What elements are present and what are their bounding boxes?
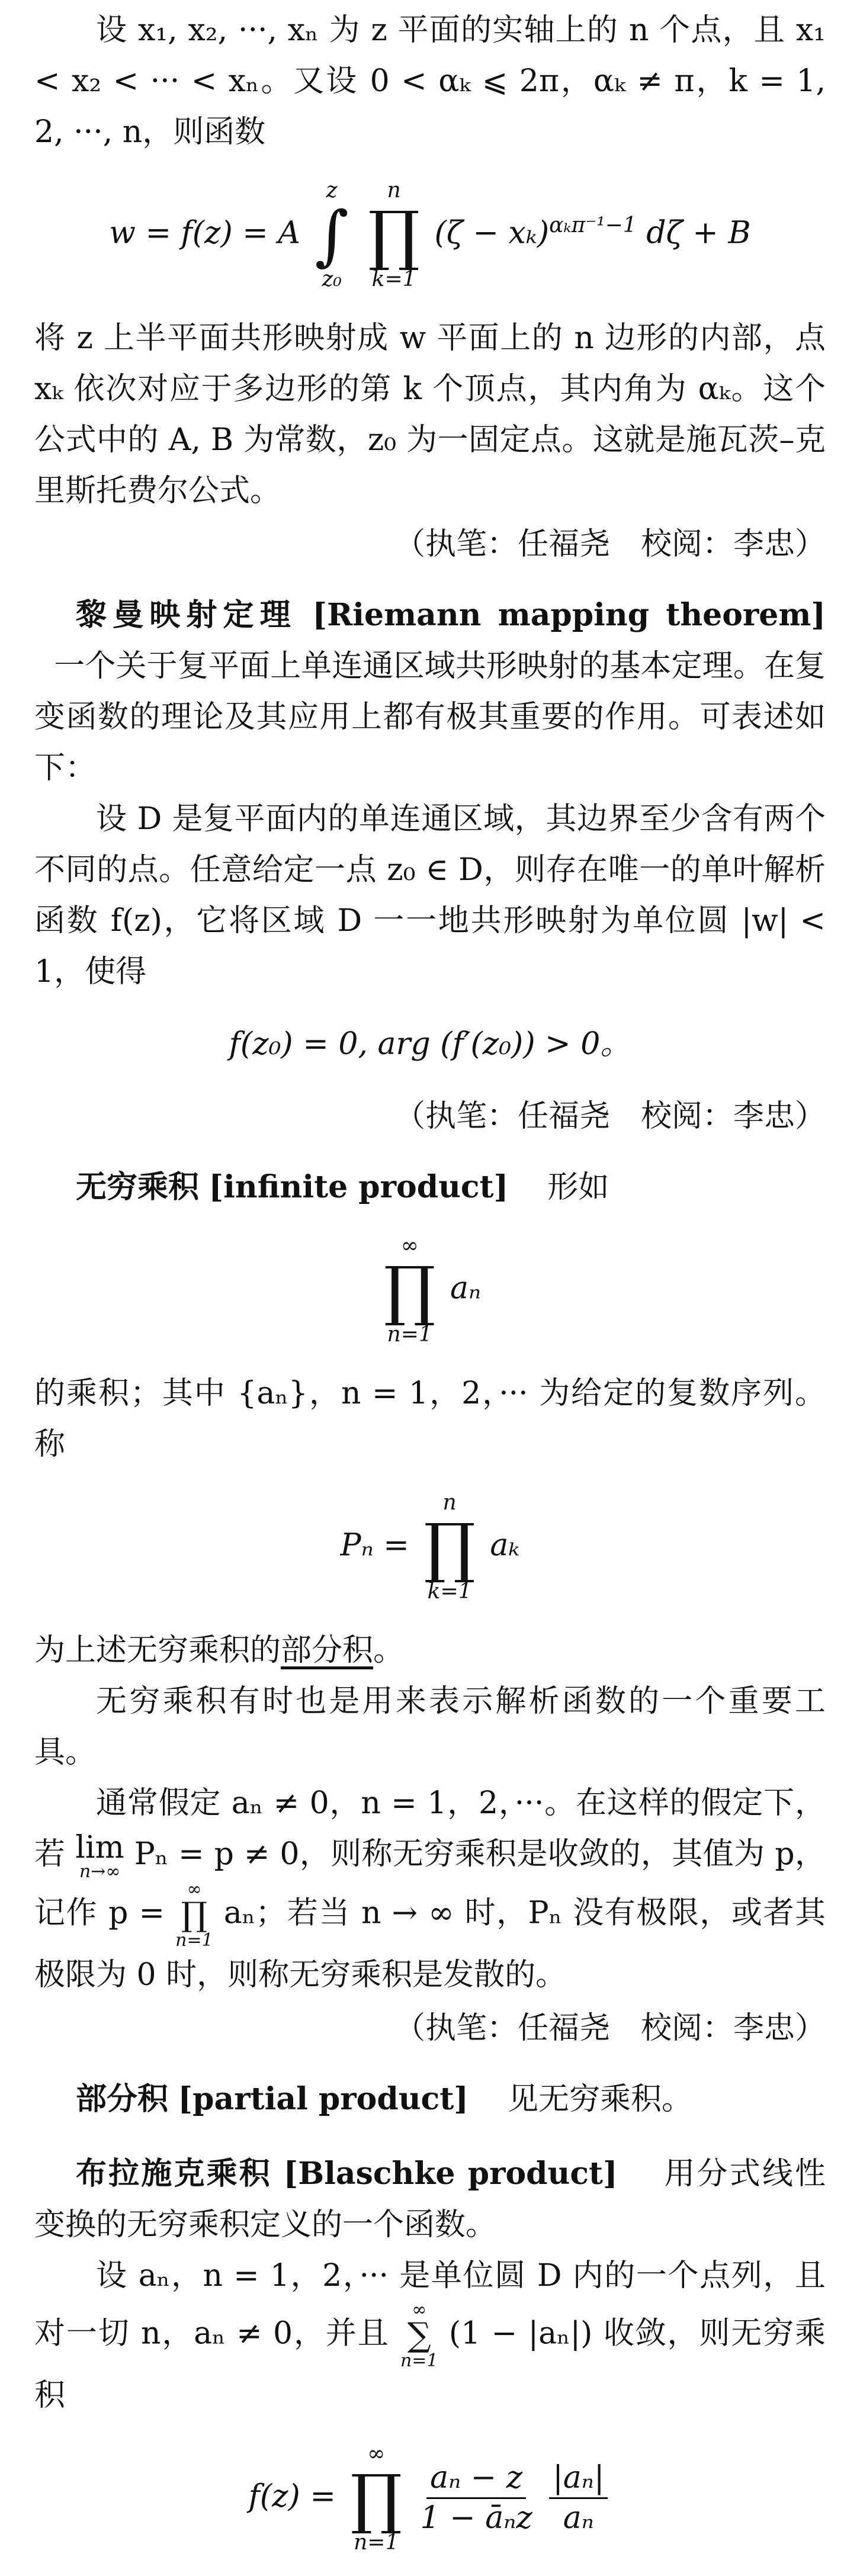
sc-formula-exp: αₖπ⁻¹−1 bbox=[549, 213, 637, 238]
infinite-f2-lhs: Pₙ = bbox=[340, 1527, 409, 1563]
sc-product bbox=[368, 179, 420, 291]
infinite-entry bbox=[34, 1162, 826, 1213]
partial-product-link[interactable]: 部分积 bbox=[281, 1633, 374, 1668]
riemann-entry bbox=[34, 590, 826, 794]
blaschke-num-2: |aₙ| bbox=[549, 2461, 608, 2499]
riemann-credit: （执笔：任福尧 校阅：李忠） bbox=[394, 1099, 826, 1134]
infinite-p4-prod-upper: ∞ bbox=[187, 1878, 202, 1900]
product-sign: ∏ bbox=[423, 1509, 476, 1585]
blaschke-formula bbox=[34, 2442, 826, 2555]
sc-formula-tail: dζ + B bbox=[646, 215, 751, 251]
sc-formula-body: (ζ − xₖ) bbox=[434, 215, 550, 251]
infinite-f1-product bbox=[384, 1234, 436, 1347]
infinite-p2-post: 。 bbox=[373, 1633, 405, 1668]
blaschke-paragraph-1 bbox=[34, 2250, 826, 2421]
infinite-f2-upper: n bbox=[442, 1491, 457, 1515]
partial-text: 见无穷乘积。 bbox=[507, 2081, 692, 2117]
infinite-p4-b: Pₙ = p ≠ 0，则称无穷乘积是收敛的，其值为 p，记作 p = bbox=[34, 1836, 826, 1931]
blaschke-fraction-1 bbox=[421, 2461, 532, 2535]
infinite-f1-upper: ∞ bbox=[400, 1234, 419, 1258]
riemann-intro: 一个关于复平面上单连通区域共形映射的基本定理。在复变函数的理论及其应用上都有极其重要的作用。可表述如下： bbox=[34, 648, 826, 786]
blaschke-fraction-2 bbox=[549, 2461, 608, 2535]
sc-int-upper: z bbox=[326, 178, 338, 203]
sc-formula-lhs: w = f(z) = A bbox=[109, 215, 300, 251]
blaschke-sum-upper: ∞ bbox=[412, 2299, 427, 2320]
infinite-formula-2 bbox=[34, 1491, 826, 1604]
riemann-paragraph-1: 设 D 是复平面内的单连通区域，其边界至少含有两个不同的点。任意给定一点 z₀ ∈ D，则存在唯一的单叶解析函数 f(z)，它将区域 D 一一地共形映射为单位圆 |w| < 1，使得 bbox=[34, 801, 826, 990]
infinite-title-en: [infinite product] bbox=[208, 1169, 509, 1205]
sc-paragraph-1: 设 x₁, x₂, ···, xₙ 为 z 平面的实轴上的 n 个点，且 x₁ < x₂ < ··· < xₙ。又设 0 < αₖ ⩽ 2π，αₖ ≠ π，k = 1, 2, ···, n，则函数 bbox=[34, 12, 826, 150]
riemann-formula: f(z₀) = 0, arg (f′(z₀)) > 0。 bbox=[229, 1026, 631, 1062]
blaschke-title-zh: 布拉施克乘积 bbox=[76, 2156, 272, 2192]
blaschke-intro: 用分式线性变换的无穷乘积定义的一个函数。 bbox=[34, 2156, 826, 2243]
infinite-p4-a: 通常假定 aₙ ≠ 0，n = 1，2，···。在这样的假定下，若 bbox=[34, 1785, 826, 1872]
blaschke-den-2: aₙ bbox=[563, 2500, 594, 2536]
page bbox=[34, 0, 826, 2576]
integral-sign: ∫ bbox=[315, 197, 349, 273]
infinite-f1-body: aₙ bbox=[450, 1270, 482, 1306]
infinite-credit: （执笔：任福尧 校阅：李忠） bbox=[394, 2010, 826, 2046]
blaschke-entry bbox=[34, 2148, 826, 2250]
partial-title-en: [partial product] bbox=[178, 2080, 468, 2117]
infinite-f2-body: aₖ bbox=[490, 1527, 520, 1563]
partial-title-zh: 部分积 bbox=[76, 2081, 169, 2117]
blaschke-p1-a: 设 aₙ，n = 1，2，··· 是单位圆 D 内的一个点列，且对一切 n，aₙ ≠ 0，并且 bbox=[34, 2257, 826, 2351]
sc-formula bbox=[34, 179, 826, 291]
infinite-f2-lower: k=1 bbox=[427, 1579, 472, 1604]
infinite-f1-lower: n=1 bbox=[387, 1322, 432, 1347]
product-sign: ∏ bbox=[350, 2460, 403, 2536]
product-sign: ∏ bbox=[368, 197, 420, 273]
infinite-paragraph-1: 的乘积；其中 {aₙ}，n = 1，2，··· 为给定的复数序列。称 bbox=[34, 1376, 826, 1462]
blaschke-p1-b: (1 − |aₙ|) 收敛，则无穷乘积 bbox=[34, 2315, 826, 2413]
blaschke-f-upper: ∞ bbox=[367, 2441, 386, 2466]
riemann-title-en: [Riemann mapping theorem] bbox=[312, 597, 826, 633]
infinite-formula-1 bbox=[34, 1234, 826, 1347]
infinite-p4-prod-lower: n=1 bbox=[175, 1929, 213, 1951]
sc-int-lower: z₀ bbox=[322, 267, 342, 291]
infinite-p4-c: aₙ；若当 n → ∞ 时，Pₙ 没有极限，或者其极限为 0 时，则称无穷乘积是发散的。 bbox=[34, 1895, 826, 1993]
infinite-limit bbox=[75, 1829, 124, 1882]
blaschke-num-1: aₙ − z bbox=[426, 2461, 526, 2499]
product-sign: ∏ bbox=[383, 1252, 436, 1328]
blaschke-title-en: [Blaschke product] bbox=[283, 2155, 618, 2192]
sc-prod-lower: k=1 bbox=[371, 267, 416, 291]
infinite-paragraph-2 bbox=[34, 1625, 826, 1676]
blaschke-f-lower: n=1 bbox=[354, 2530, 399, 2555]
infinite-paragraph-4 bbox=[34, 1778, 826, 2000]
infinite-lim-sub: n→∞ bbox=[79, 1861, 121, 1882]
infinite-intro: 形如 bbox=[547, 1170, 609, 1205]
sc-integral bbox=[315, 179, 349, 291]
riemann-title-zh: 黎曼映射定理 bbox=[76, 598, 297, 633]
sc-prod-upper: n bbox=[387, 178, 401, 203]
infinite-paragraph-3: 无穷乘积有时也是用来表示解析函数的一个重要工具。 bbox=[34, 1684, 826, 1770]
infinite-title-zh: 无穷乘积 bbox=[76, 1170, 200, 1205]
infinite-p2-pre: 为上述无穷乘积的 bbox=[34, 1633, 281, 1668]
blaschke-sum-lower: n=1 bbox=[400, 2350, 438, 2371]
infinite-f2-product bbox=[423, 1491, 476, 1604]
sc-paragraph-2: 将 z 上半平面共形映射成 w 平面上的 n 边形的内部，点 xₖ 依次对应于多边形的第 k 个顶点，其内角为 αₖ。这个公式中的 A, B 为常数，z₀ 为一固定点。这就是施瓦茨–克里斯托费尔公式。 bbox=[34, 320, 826, 509]
sum-sign: ∑ bbox=[407, 2315, 431, 2355]
blaschke-den-1: 1 − āₙz bbox=[420, 2500, 532, 2536]
blaschke-f-lhs: f(z) = bbox=[248, 2478, 336, 2514]
infinite-inline-product bbox=[175, 1878, 213, 1951]
blaschke-product bbox=[350, 2442, 402, 2555]
infinite-lim-word: lim bbox=[75, 1829, 124, 1865]
sc-credit: （执笔：任福尧 校阅：李忠） bbox=[394, 526, 826, 562]
product-sign: ∏ bbox=[181, 1895, 208, 1934]
partial-entry bbox=[34, 2074, 826, 2125]
blaschke-sum bbox=[400, 2301, 438, 2370]
